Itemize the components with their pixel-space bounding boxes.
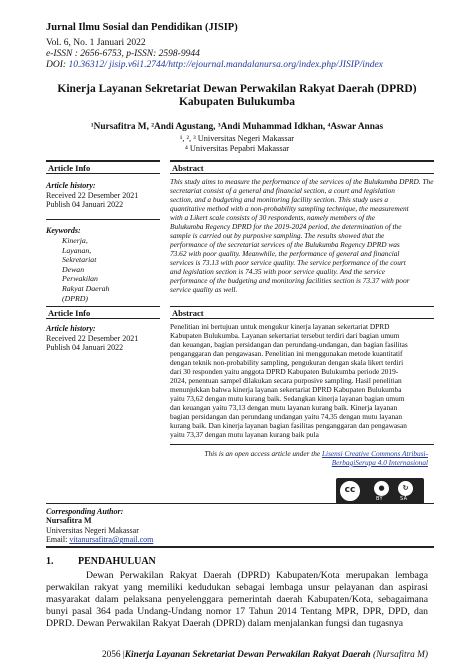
abstract-id-text xyxy=(170,322,438,439)
abstract-en-line: quantitative method with a non-probability sampling technique, the measurement xyxy=(170,204,409,213)
rule-left-sub xyxy=(46,173,160,174)
keyword-item: Sekretariat xyxy=(62,255,97,265)
journal-name: Jurnal Ilmu Sosial dan Pendidikan (JISIP) xyxy=(46,22,238,33)
journal-doi xyxy=(46,60,383,71)
page-footer xyxy=(46,650,428,660)
abstract-id-line: dan keuangan, bagian persidangan dan perundang-undangan, dan bagian fasilitas xyxy=(170,340,408,349)
abstract-en-line: services is 73.13 with poor service quality. The service performance of the court xyxy=(170,258,406,267)
abstract-id-line: dengan teknik non-probability sampling, pengukuran dengan skala likert terdiri xyxy=(170,358,404,367)
article-history-2 xyxy=(46,324,138,353)
article-info-heading: Article Info xyxy=(48,163,91,173)
keywords-block xyxy=(46,226,81,236)
keywords-label: Keywords: xyxy=(46,226,81,235)
paper-title xyxy=(40,83,434,109)
author-list: ¹Nursafitra M, ²Andi Agustang, ³Andi Muhammad Idkhan, ⁴Aswar Annas xyxy=(90,122,384,132)
license-link[interactable]: Lisensi Creative Commons Atribusi-BerbagiSerupa 4.0 Internasional xyxy=(321,449,428,467)
license-statement xyxy=(170,449,428,467)
rule-left-mid xyxy=(46,306,160,307)
rule-corr-bottom xyxy=(46,546,434,548)
rule-right-sub xyxy=(170,173,434,174)
history-label-2: Article history: xyxy=(46,324,96,333)
affiliation-2: ⁴ Universitas Pepabri Makassar xyxy=(184,144,290,153)
section-heading xyxy=(46,556,156,567)
abstract-en-line: with a Likert scale consists of 30 respondents, namely members of the xyxy=(170,213,375,222)
abstract-en-line: and legislation section is 74.35 with poor service quality. And the service xyxy=(170,267,386,276)
abstract-en-line: Bulukumba Regency DPRD for the 2019-2024 period, the determination of the xyxy=(170,222,402,231)
footer-author: (Nursafitra M) xyxy=(372,650,428,660)
license-prefix: This is an open access article under the xyxy=(204,449,321,458)
abstract-en-line: performance of the budgeting and monitoring facilities section is 73.37 with poor xyxy=(170,276,410,285)
corr-email-label: Email: xyxy=(46,535,68,545)
rule-keywords xyxy=(46,219,160,220)
rule-left-top xyxy=(46,160,160,162)
keyword-item: Perwakilan xyxy=(62,274,98,284)
cc-icon: cc xyxy=(339,480,361,502)
sa-label: SA xyxy=(400,496,408,502)
page-number: 2056 xyxy=(101,650,121,660)
history-label: Article history: xyxy=(46,181,96,190)
rule-left-sub-2 xyxy=(46,318,160,319)
footer-separator: | xyxy=(122,650,125,660)
section-body: Dewan Perwakilan Rakyat Daerah (DPRD) Kabupaten/Kota merupakan lembaga perwakilan rakyat yang memiliki kedudukan sebagai lembaga unsur pelayanan dan aspirasi masyarakat dalam pelaksana penyelenggara pemerintah daerah Kabupaten/Kota, sebagaimana bunyi pasal 364 pada Undang-Undang nomor 17 Tahun 2014 Tentang MPR, DPR, DPD, dan DPRD. Dewan Perwakilan Rakyat Daerah (DPRD) dalam menjalankan fungsi dan tugasnya xyxy=(46,570,428,630)
rule-abstract-end xyxy=(170,444,434,445)
rule-corr-top xyxy=(46,503,434,504)
corr-heading: Corresponding Author: xyxy=(46,507,124,516)
abstract-id-line: dan keuangan yaitu 73,13 dengan mutu layanan kurang baik. Kinerja layanan xyxy=(170,403,398,412)
received-date-2: Received 22 Desember 2021 xyxy=(46,333,139,343)
abstract-en-line: This study aims to measure the performance of the services of the Bulukumba DPRD. The xyxy=(170,177,434,186)
section-title: PENDAHULUAN xyxy=(78,556,156,567)
footer-title: Kinerja Layanan Sekretariat Dewan Perwakilan Rakyat Daerah xyxy=(124,650,371,660)
corresponding-author-block xyxy=(46,507,153,545)
rule-right-sub-2 xyxy=(170,318,434,319)
corr-institution: Universitas Negeri Makassar xyxy=(46,525,139,535)
paper-title-line-1: Kinerja Layanan Sekretariat Dewan Perwakilan Rakyat Daerah (DPRD) xyxy=(57,83,417,95)
corr-name: Nursafitra M xyxy=(46,516,92,526)
abstract-en-text xyxy=(170,177,438,294)
rule-right-top xyxy=(170,160,434,162)
affiliation-1: ¹, ², ³ Universitas Negeri Makassar xyxy=(179,134,295,143)
corr-email-link[interactable]: vitanursafitra@gmail.com xyxy=(69,535,154,545)
abstract-id-line: menunjukkan bahwa kinerja layanan sekertariat DPRD Kabupaten Bulukumba xyxy=(170,385,402,394)
abstract-en-line: section, and a budgeting and monitoring facility section. This study uses a xyxy=(170,195,389,204)
rule-right-mid xyxy=(170,306,434,307)
keyword-item: Rakyat Daerah xyxy=(62,283,110,293)
publish-date: Publish 04 Januari 2022 xyxy=(46,200,124,210)
abstract-heading-id: Abstract xyxy=(172,308,204,318)
keyword-item: (DPRD) xyxy=(62,293,88,303)
abstract-id-line: 2024, penentuan sampel dilakukan secara purposive sampling. Hasil penelitian xyxy=(170,376,402,385)
abstract-heading-en: Abstract xyxy=(172,163,204,173)
abstract-id-line: penganggaran dan pengawasan. Penelitian ini menggunakan metode kuantitatif xyxy=(170,349,403,358)
keyword-item: Kinerja, xyxy=(62,236,88,245)
journal-volume: Vol. 6, No. 1 Januari 2022 xyxy=(46,38,146,48)
section-number: 1. xyxy=(46,556,54,567)
by-person-icon: ● xyxy=(374,481,389,496)
article-info-heading-2: Article Info xyxy=(48,308,91,318)
abstract-id-line: Penelitian ini bertujuan untuk mengukur kinerja layanan sekertariat DPRD xyxy=(170,322,390,331)
received-date: Received 22 Desember 2021 xyxy=(46,190,139,200)
doi-link[interactable]: 10.36312/ jisip.v6i1.2744/http://ejournal.mandalanursa.org/index.php/JISIP/index xyxy=(68,60,383,70)
cc-by-sa-badge[interactable] xyxy=(336,478,424,504)
article-history-1 xyxy=(46,181,138,210)
paper-title-line-2: Kabupaten Bulukumba xyxy=(178,96,295,108)
corr-email-line xyxy=(46,535,153,544)
abstract-id-line: yaitu 73,62 dengan mutu kurang baik. Sedangkan kinerja layanan bagian umum xyxy=(170,394,405,403)
doi-prefix: DOI: xyxy=(46,60,67,70)
keyword-item: Layanan, xyxy=(62,245,92,255)
journal-issn: e-ISSN : 2656-6753, p-ISSN: 2598-9944 xyxy=(46,49,200,59)
keywords-list xyxy=(62,236,109,303)
abstract-en-line: service quality as well. xyxy=(170,285,238,294)
by-label: BY xyxy=(376,496,383,502)
abstract-en-line: sample is carried out by purposive sampling. The results showed that the xyxy=(170,231,385,240)
publish-date-2: Publish 04 Januari 2022 xyxy=(46,343,124,353)
abstract-en-line: secretariat consist of a general and financial section, a court and legislation xyxy=(170,186,395,195)
abstract-id-line: kurang baik. Dan kinerja layanan bagian fasilitas penganggaran dan pengawasan xyxy=(170,421,407,430)
share-alike-icon: ↻ xyxy=(398,481,413,496)
abstract-id-line: bagian persidangan dan perundang undangan yaitu 74,35 dengan mutu layanan xyxy=(170,412,403,421)
abstract-en-line: performance of the secretariat services of the Bulukumba Regency DPRD was xyxy=(170,240,400,249)
keyword-item: Dewan xyxy=(62,264,85,274)
abstract-id-line: dari 30 responden yaitu anggota DPRD Kabupaten Bulukumba periode 2019- xyxy=(170,367,399,376)
abstract-id-line: Kabupaten Bulukumba. Layanan sekertariat tersebut terdiri dari bagian umum xyxy=(170,331,400,340)
abstract-id-line: yaitu 73,37 dengan mutu layanan kurang baik pula xyxy=(170,430,319,439)
abstract-en-line: 73.62 with poor quality. Meanwhile, the performance of general and financial xyxy=(170,249,400,258)
